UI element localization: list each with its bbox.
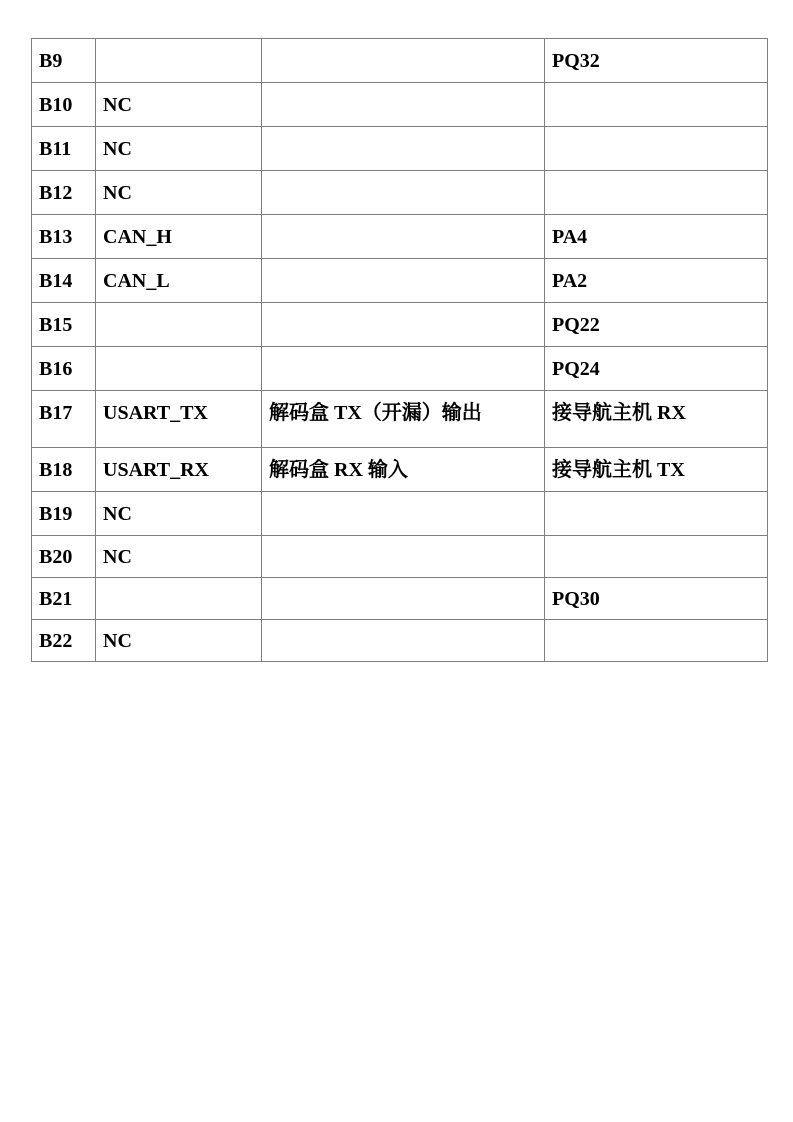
pin-cell: B14 <box>32 259 96 303</box>
description-cell <box>262 83 545 127</box>
description-cell <box>262 303 545 347</box>
signal-cell <box>96 303 262 347</box>
pin-cell: B15 <box>32 303 96 347</box>
table-row <box>32 536 768 578</box>
table-row <box>32 259 768 303</box>
connection-cell: 接导航主机 TX <box>545 448 768 492</box>
description-cell <box>262 39 545 83</box>
signal-cell: NC <box>96 127 262 171</box>
connection-cell: PA4 <box>545 215 768 259</box>
pin-cell: B13 <box>32 215 96 259</box>
connection-cell <box>545 171 768 215</box>
signal-cell: NC <box>96 171 262 215</box>
description-cell <box>262 492 545 536</box>
connection-cell <box>545 83 768 127</box>
signal-cell: NC <box>96 620 262 662</box>
table-row <box>32 347 768 391</box>
description-cell: 解码盒 RX 输入 <box>262 448 545 492</box>
description-cell: 解码盒 TX（开漏）输出 <box>262 391 545 448</box>
signal-cell <box>96 39 262 83</box>
table-row <box>32 127 768 171</box>
signal-cell <box>96 578 262 620</box>
pin-cell: B9 <box>32 39 96 83</box>
pin-cell: B20 <box>32 536 96 578</box>
table-row <box>32 620 768 662</box>
description-cell <box>262 536 545 578</box>
description-cell <box>262 347 545 391</box>
table-row <box>32 83 768 127</box>
connection-cell: PQ22 <box>545 303 768 347</box>
signal-cell: NC <box>96 492 262 536</box>
description-cell <box>262 215 545 259</box>
pin-cell: B19 <box>32 492 96 536</box>
table-row <box>32 492 768 536</box>
pin-cell: B12 <box>32 171 96 215</box>
signal-cell <box>96 347 262 391</box>
pin-cell: B17 <box>32 391 96 448</box>
table-row <box>32 171 768 215</box>
signal-cell: USART_RX <box>96 448 262 492</box>
description-cell <box>262 171 545 215</box>
description-cell <box>262 127 545 171</box>
pin-cell: B21 <box>32 578 96 620</box>
pin-cell: B10 <box>32 83 96 127</box>
table-row <box>32 303 768 347</box>
connection-cell <box>545 492 768 536</box>
signal-cell: NC <box>96 83 262 127</box>
connection-cell: 接导航主机 RX <box>545 391 768 448</box>
table-row <box>32 448 768 492</box>
table-row <box>32 39 768 83</box>
pin-cell: B16 <box>32 347 96 391</box>
table-row <box>32 215 768 259</box>
signal-cell: USART_TX <box>96 391 262 448</box>
connection-cell: PA2 <box>545 259 768 303</box>
pin-cell: B11 <box>32 127 96 171</box>
connection-cell: PQ30 <box>545 578 768 620</box>
description-cell <box>262 259 545 303</box>
signal-cell: CAN_L <box>96 259 262 303</box>
connection-cell: PQ32 <box>545 39 768 83</box>
pin-cell: B22 <box>32 620 96 662</box>
table-row <box>32 578 768 620</box>
connection-cell: PQ24 <box>545 347 768 391</box>
table-row <box>32 391 768 448</box>
signal-cell: NC <box>96 536 262 578</box>
pin-cell: B18 <box>32 448 96 492</box>
signal-cell: CAN_H <box>96 215 262 259</box>
description-cell <box>262 578 545 620</box>
connection-cell <box>545 536 768 578</box>
pin-assignment-table <box>31 38 768 662</box>
description-cell <box>262 620 545 662</box>
connection-cell <box>545 127 768 171</box>
connection-cell <box>545 620 768 662</box>
